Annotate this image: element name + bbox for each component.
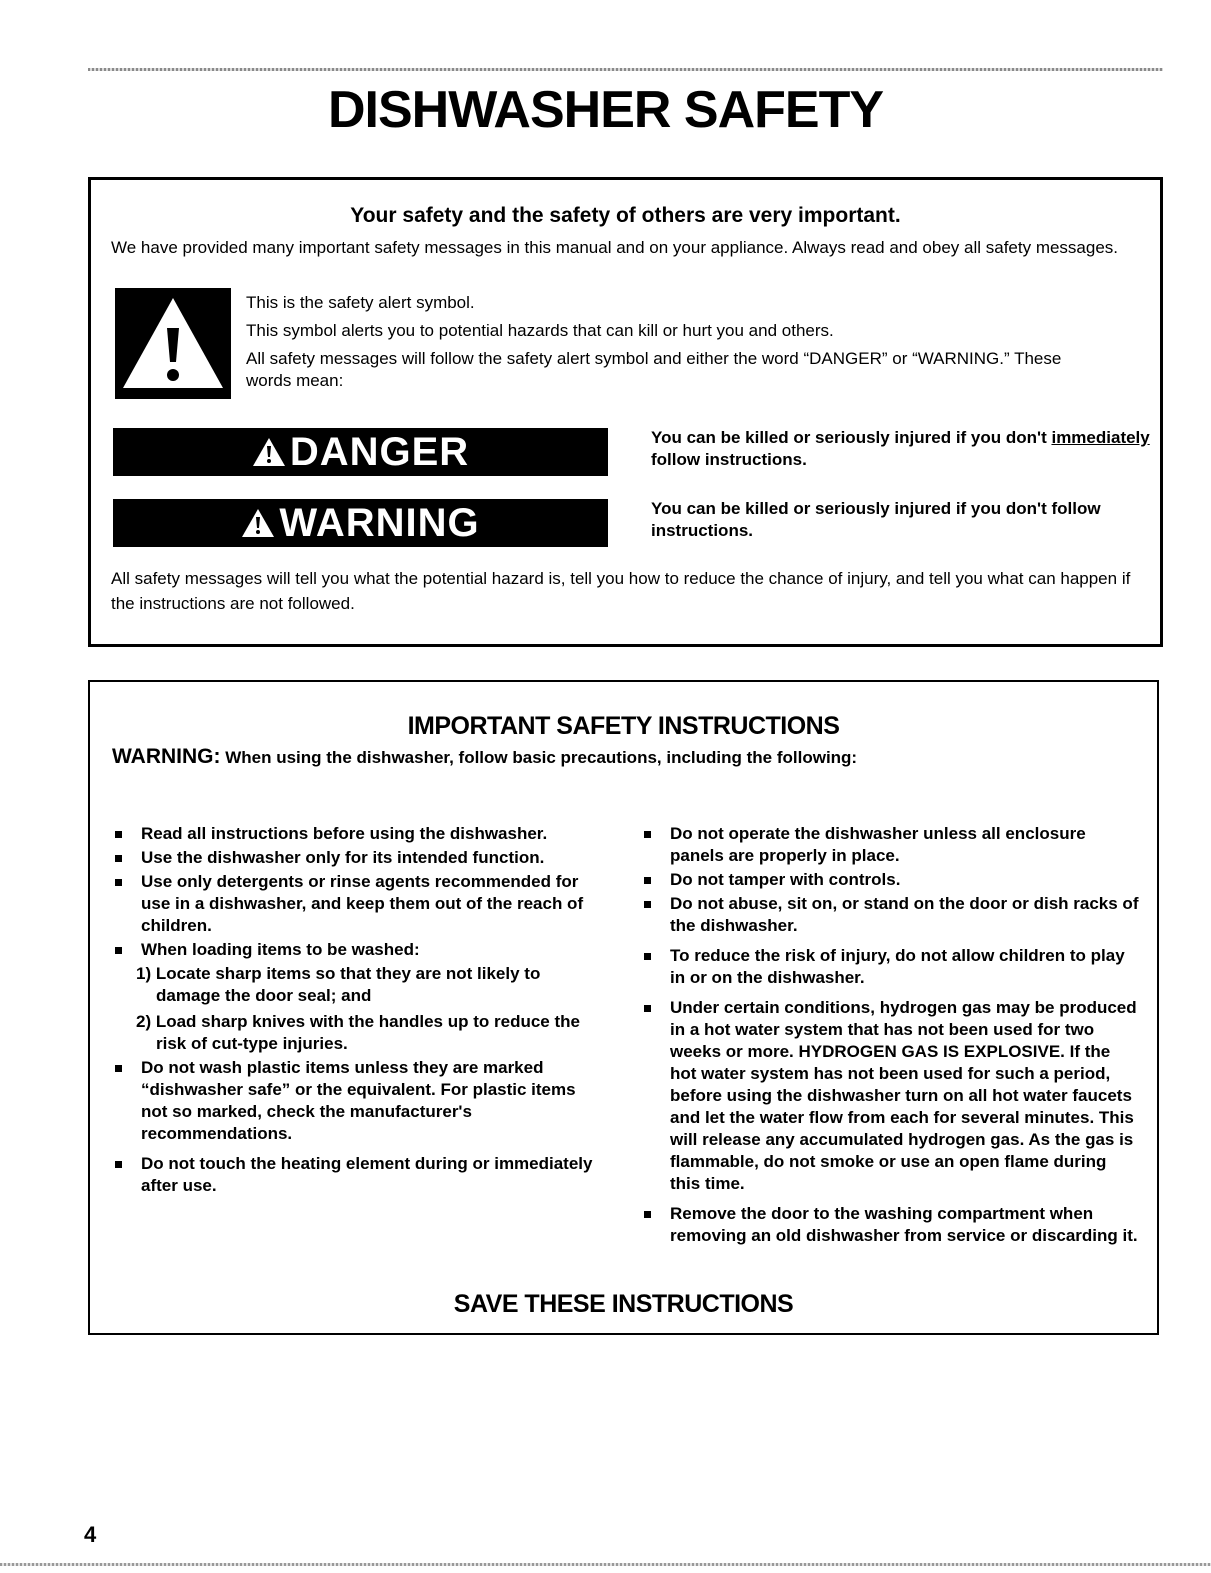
safety-box-footer: All safety messages will tell you what the potential hazard is, tell you how to reduce the chance of injury, and tell you what can happen if the instructions are not followed. — [111, 569, 1131, 613]
important-instructions-box — [88, 680, 1159, 1335]
list-item: Do not wash plastic items unless they are marked “dishwasher safe” or the equivalent. For plastic items not so marked, check the manufacturer's recommendations. — [112, 1057, 597, 1145]
danger-text-part: follow instructions. — [651, 450, 807, 469]
safety-alert-icon — [115, 288, 231, 399]
instructions-warning — [112, 745, 857, 769]
page-number: 4 — [84, 1522, 97, 1547]
alert-symbol-description — [246, 292, 1066, 398]
danger-label: DANGER — [289, 429, 470, 474]
danger-text-emphasis: immediately — [1051, 428, 1150, 447]
danger-description — [651, 427, 1151, 471]
instructions-left-column — [112, 823, 597, 1199]
safety-box-heading: Your safety and the safety of others are very important. — [350, 204, 901, 227]
list-item: To reduce the risk of injury, do not allow children to play in or on the dishwasher. — [641, 945, 1141, 989]
bottom-divider — [0, 1563, 1211, 1566]
instructions-heading: IMPORTANT SAFETY INSTRUCTIONS — [407, 712, 840, 740]
list-item: Do not touch the heating element during or immediately after use. — [112, 1153, 597, 1197]
warning-text: When using the dishwasher, follow basic precautions, including the following: — [220, 748, 858, 767]
danger-signal-bar — [113, 428, 608, 476]
top-divider — [88, 68, 1163, 71]
page-title: DISHWASHER SAFETY — [327, 81, 884, 139]
warning-label: WARNING — [279, 500, 480, 545]
alert-line: All safety messages will follow the safety alert symbol and either the word “DANGER” or “WARNING.” These words mean: — [246, 349, 1062, 390]
sub-list-item: 2) Load sharp knives with the handles up to reduce the risk of cut-type injuries. — [136, 1012, 580, 1053]
alert-line: This symbol alerts you to potential hazards that can kill or hurt you and others. — [246, 321, 834, 340]
warning-alert-icon — [241, 507, 275, 539]
alert-line: This is the safety alert symbol. — [246, 293, 475, 312]
warning-signal-bar — [113, 499, 608, 547]
safety-intro-box — [88, 177, 1163, 647]
danger-text-part: You can be killed or seriously injured if you don't — [651, 428, 1052, 447]
list-item: Read all instructions before using the dishwasher. — [112, 823, 597, 845]
list-item: Remove the door to the washing compartment when removing an old dishwasher from service or discarding it. — [641, 1203, 1141, 1247]
save-instructions-footer: SAVE THESE INSTRUCTIONS — [453, 1290, 794, 1318]
sub-list-item: 1) Locate sharp items so that they are not likely to damage the door seal; and — [136, 964, 541, 1005]
warning-lead: WARNING: — [112, 745, 221, 768]
list-item: Do not operate the dishwasher unless all enclosure panels are properly in place. — [641, 823, 1141, 867]
warning-description: You can be killed or seriously injured if you don't follow instructions. — [651, 499, 1101, 540]
list-item: When loading items to be washed: — [112, 939, 597, 961]
list-item: Use only detergents or rinse agents recommended for use in a dishwasher, and keep them out of the reach of children. — [112, 871, 597, 937]
instructions-right-column — [641, 823, 1141, 1249]
list-item: Do not abuse, sit on, or stand on the door or dish racks of the dishwasher. — [641, 893, 1141, 937]
list-item: Under certain conditions, hydrogen gas may be produced in a hot water system that has not been used for two weeks or more. HYDROGEN GAS IS EXPLOSIVE. If the hot water system has not been used for such a period, before using the dishwasher turn on all hot water faucets and let the water flow from each for several minutes. This will release any accumulated hydrogen gas. As the gas is flammable, do not smoke or use an open flame during this time. — [641, 997, 1141, 1195]
danger-alert-icon — [252, 436, 286, 468]
list-item: Do not tamper with controls. — [641, 869, 1141, 891]
safety-box-intro: We have provided many important safety messages in this manual and on your appliance. Always read and obey all safety messages. — [111, 238, 1119, 257]
list-item: Use the dishwasher only for its intended function. — [112, 847, 597, 869]
